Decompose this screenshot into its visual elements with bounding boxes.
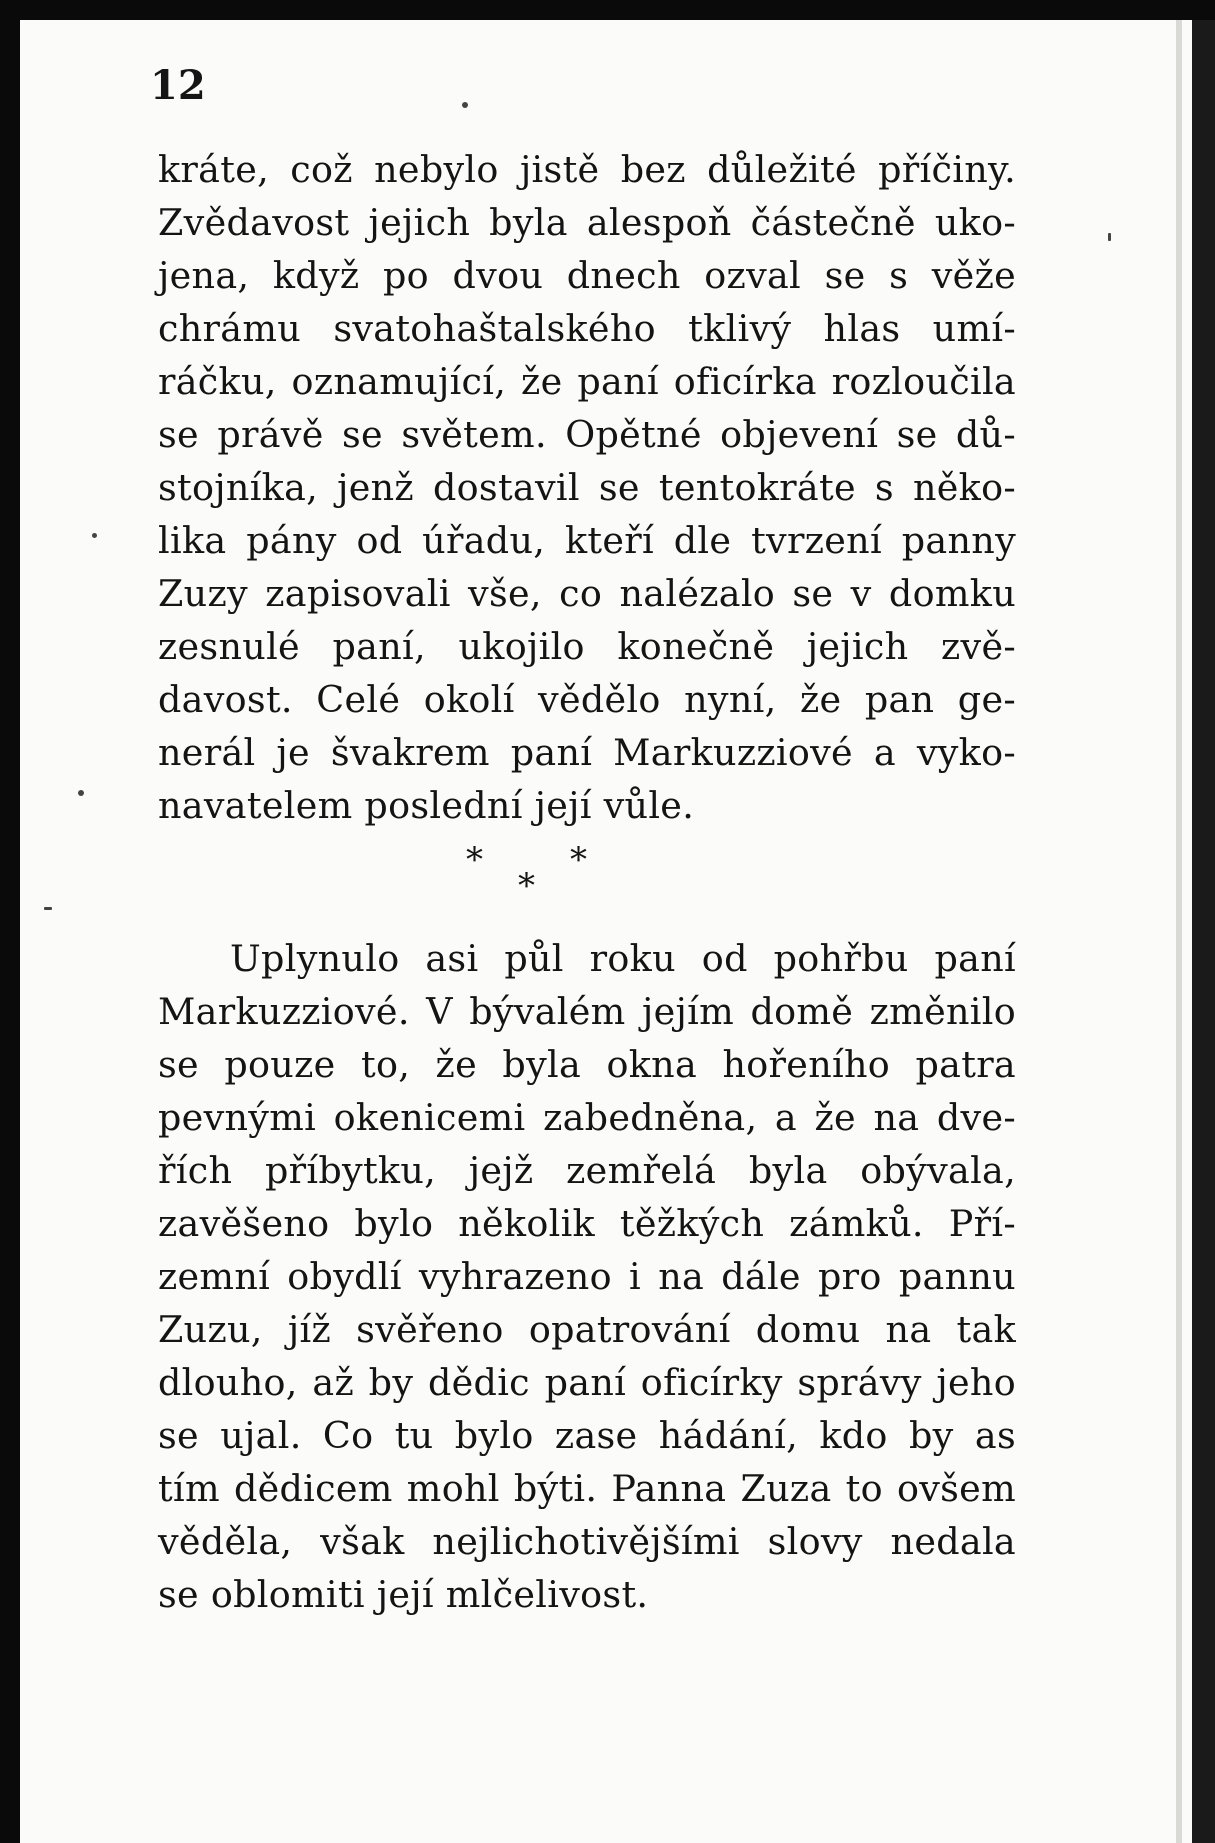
- text-line: se právě se světem. Opětné objevení se dů-: [158, 413, 1016, 456]
- text-line: Uplynulo asi půl roku od pohřbu paní: [230, 937, 1016, 980]
- text-line: Markuzziové. V bývalém jejím domě změnilo: [158, 990, 1016, 1033]
- asterisk: *: [518, 866, 535, 906]
- print-speck: [1108, 233, 1111, 241]
- text-line: Zuzy zapisovali vše, co nalézalo se v domku: [158, 572, 1016, 615]
- text-line: věděla, však nejlichotivějšími slovy nedala: [158, 1520, 1016, 1563]
- paragraph-2: [158, 932, 1016, 1621]
- text-line: nerál je švakrem paní Markuzziové a vyko-: [158, 731, 1016, 774]
- text-line: Zvědavost jejich byla alespoň částečně uko-: [158, 201, 1016, 244]
- text-line: zavěšeno bylo několik těžkých zámků. Pří-: [158, 1202, 1016, 1245]
- text-line: lika pány od úřadu, kteří dle tvrzení panny: [158, 519, 1016, 562]
- page-number: 12: [150, 62, 206, 109]
- text-line: dlouho, až by dědic paní oficírky správy jeho: [158, 1361, 1016, 1404]
- text-line: ráčku, oznamující, že paní oficírka rozloučila: [158, 360, 1016, 403]
- section-break-asterism: [430, 840, 710, 906]
- text-line: chrámu svatohaštalského tklivý hlas umí-: [158, 307, 1016, 350]
- text-line: řích příbytku, jejž zemřelá byla obývala,: [158, 1149, 1016, 1192]
- text-line: stojníka, jenž dostavil se tentokráte s něko-: [158, 466, 1016, 509]
- print-speck: [92, 533, 97, 538]
- text-line: pevnými okenicemi zabedněna, a že na dve-: [158, 1096, 1016, 1139]
- page-edge: [1176, 20, 1182, 1843]
- page-edge-shadow: [1192, 20, 1215, 1843]
- print-speck: [462, 102, 468, 108]
- text-line: navatelem poslední její vůle.: [158, 784, 695, 827]
- paragraph-1: [158, 143, 1016, 832]
- asterisk: *: [570, 840, 587, 880]
- print-speck: [44, 907, 52, 910]
- text-line: tím dědicem mohl býti. Panna Zuza to ovšem: [158, 1467, 1016, 1510]
- text-line: Zuzu, jíž svěřeno opatrování domu na tak: [158, 1308, 1016, 1351]
- text-line: kráte, což nebylo jistě bez důležité příčiny.: [158, 148, 1016, 191]
- text-line: zesnulé paní, ukojilo konečně jejich zvě-: [158, 625, 1016, 668]
- text-line: jena, když po dvou dnech ozval se s věže: [158, 254, 1016, 297]
- print-speck: [78, 790, 84, 796]
- text-line: se ujal. Co tu bylo zase hádání, kdo by as: [158, 1414, 1016, 1457]
- text-line: se pouze to, že byla okna hořeního patra: [158, 1043, 1016, 1086]
- text-line: davost. Celé okolí vědělo nyní, že pan ge-: [158, 678, 1016, 721]
- text-line: zemní obydlí vyhrazeno i na dále pro pannu: [158, 1255, 1016, 1298]
- asterisk: *: [466, 840, 483, 880]
- text-line: se oblomiti její mlčelivost.: [158, 1573, 649, 1616]
